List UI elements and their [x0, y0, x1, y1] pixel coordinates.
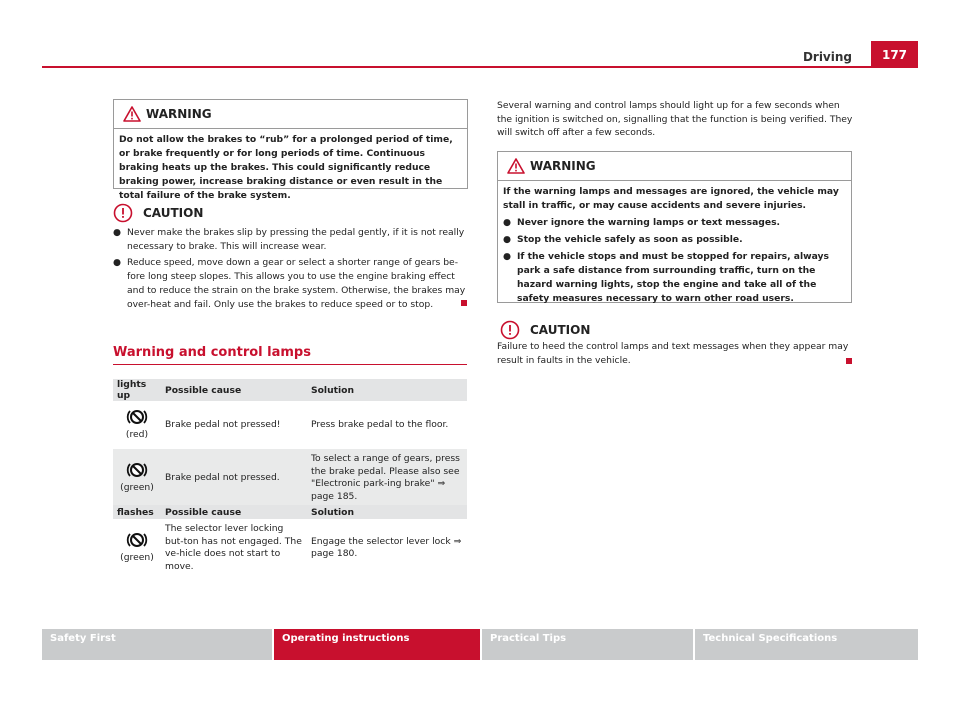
- intro-paragraph: Several warning and control lamps should light up for a few seconds when the ignition is switched on, signalling that the function is being verified. They will switch off after a few seconds.: [497, 100, 853, 139]
- lamp-cell: [113, 401, 161, 449]
- footer-tab-practical-tips[interactable]: Practical Tips: [482, 629, 693, 660]
- table-row: [113, 449, 467, 507]
- solution-cell: To select a range of gears, press the brake pedal. Please also see "Electronic park-ing brake" ⇒ page 185.: [307, 449, 467, 507]
- warning-triangle-icon: [507, 158, 525, 174]
- table-header: Solution: [307, 505, 467, 519]
- caution-block: [113, 203, 468, 311]
- caution-icon: [113, 203, 133, 223]
- caution-bullet-text: Never make the brakes slip by pressing the pedal gently, if it is not really necessary to brake. This will increase wear.: [127, 227, 465, 252]
- section-rule: [113, 364, 467, 365]
- warning-box: [113, 99, 468, 201]
- table-header: flashes: [113, 505, 161, 519]
- warning-body: [498, 180, 851, 310]
- solution-cell: Engage the selector lever lock ⇒ page 180.: [311, 535, 462, 559]
- lamp-color-label: (green): [120, 552, 154, 563]
- footer-tab-technical-specifications[interactable]: Technical Specifications: [695, 629, 918, 660]
- warning-bullet: ● If the vehicle stops and must be stopped for repairs, always park a safe distance from surrounding traffic, turn on the hazard warning lights, stop the engine and take all of the safety measures necessary to warn other road users.: [503, 250, 846, 306]
- lamp-table-flashes: [113, 505, 467, 577]
- brake-lamp-icon: [126, 462, 148, 478]
- solution-cell: Press brake pedal to the floor.: [311, 418, 449, 430]
- caution-header: [113, 203, 468, 223]
- warning-header: [114, 100, 467, 128]
- page-number: 177: [871, 41, 918, 68]
- caution-bullet-text: Reduce speed, move down a gear or select a shorter range of gears be-fore long steep slopes. This allows you to use the engine braking effect and to reduce the strain on the brake system. Otherwise, the brakes may over-heat and fail. Only use the brakes to reduce speed or to stop.: [127, 257, 466, 310]
- table-row: [113, 401, 467, 449]
- warning-header: [498, 152, 851, 180]
- warning-box: [497, 151, 852, 303]
- cause-cell: The selector lever locking but-ton has not engaged. The ve-hicle does not start to move.: [165, 523, 302, 572]
- warning-title: WARNING: [146, 107, 212, 121]
- brake-lamp-icon: [126, 409, 148, 425]
- section-title: Warning and control lamps: [113, 345, 311, 360]
- lamp-cell: [113, 449, 161, 507]
- lamp-color-label: (red): [125, 429, 149, 440]
- warning-bullet: ● Stop the vehicle safely as soon as possible.: [503, 234, 743, 245]
- caution-text: Failure to heed the control lamps and text messages when they appear may result in faults in the vehicle.: [497, 341, 849, 366]
- footer-tab-safety-first[interactable]: Safety First: [42, 629, 272, 660]
- caution-block: [497, 320, 853, 367]
- warning-bullet: ● Never ignore the warning lamps or text messages.: [503, 217, 781, 228]
- header-rule: [42, 66, 918, 68]
- warning-triangle-icon: [123, 106, 141, 122]
- table-header: Possible cause: [161, 505, 307, 519]
- caution-bullet: ● Never make the brakes slip by pressing the pedal gently, if it is not really necessary to brake. This will increase wear.: [113, 226, 468, 253]
- warning-bullet-text: Never ignore the warning lamps or text messages.: [517, 217, 781, 228]
- caution-title: CAUTION: [530, 323, 591, 337]
- warning-title: WARNING: [530, 159, 596, 173]
- warning-bullet-text: If the vehicle stops and must be stopped for repairs, always park a safe distance from surrounding traffic, turn on the hazard warning lights, stop the engine and take all of the safety measures necessary to warn other road users.: [517, 251, 829, 304]
- cause-cell: Brake pedal not pressed!: [165, 418, 281, 430]
- warning-bullet-text: Stop the vehicle safely as soon as possible.: [517, 234, 743, 245]
- warning-text: If the warning lamps and messages are ignored, the vehicle may stall in traffic, or may cause accidents and severe injuries.: [503, 186, 839, 211]
- lamp-color-label: (green): [120, 482, 154, 493]
- table-header: Solution: [307, 379, 467, 401]
- caution-title: CAUTION: [143, 206, 204, 220]
- brake-lamp-icon: [126, 532, 148, 548]
- lamp-table-lights-up: [113, 379, 467, 507]
- end-marker: [846, 358, 852, 364]
- warning-text: Do not allow the brakes to “rub” for a prolonged period of time, or brake frequently or for long periods of time. Continuous braking heats up the brakes. This could significantly reduce braking power, increase braking distance or even result in the total failure of the brake system.: [114, 128, 467, 207]
- caution-icon: [500, 320, 520, 340]
- table-row: [113, 519, 467, 577]
- caution-bullet: ● Reduce speed, move down a gear or select a shorter range of gears be-fore long steep slopes. This allows you to use the engine braking effect and to reduce the strain on the brake system. Otherwise, the brakes may over-heat and fail. Only use the brakes to reduce speed or to stop.: [113, 256, 468, 311]
- page-header-title: Driving: [802, 50, 852, 64]
- lamp-cell: [113, 519, 161, 577]
- caution-header: [497, 320, 853, 340]
- footer-tab-operating-instructions[interactable]: Operating instructions: [274, 629, 480, 660]
- cause-cell: Brake pedal not pressed.: [161, 449, 307, 507]
- table-header: lights up: [113, 379, 161, 401]
- table-header: Possible cause: [161, 379, 307, 401]
- end-marker: [461, 300, 467, 306]
